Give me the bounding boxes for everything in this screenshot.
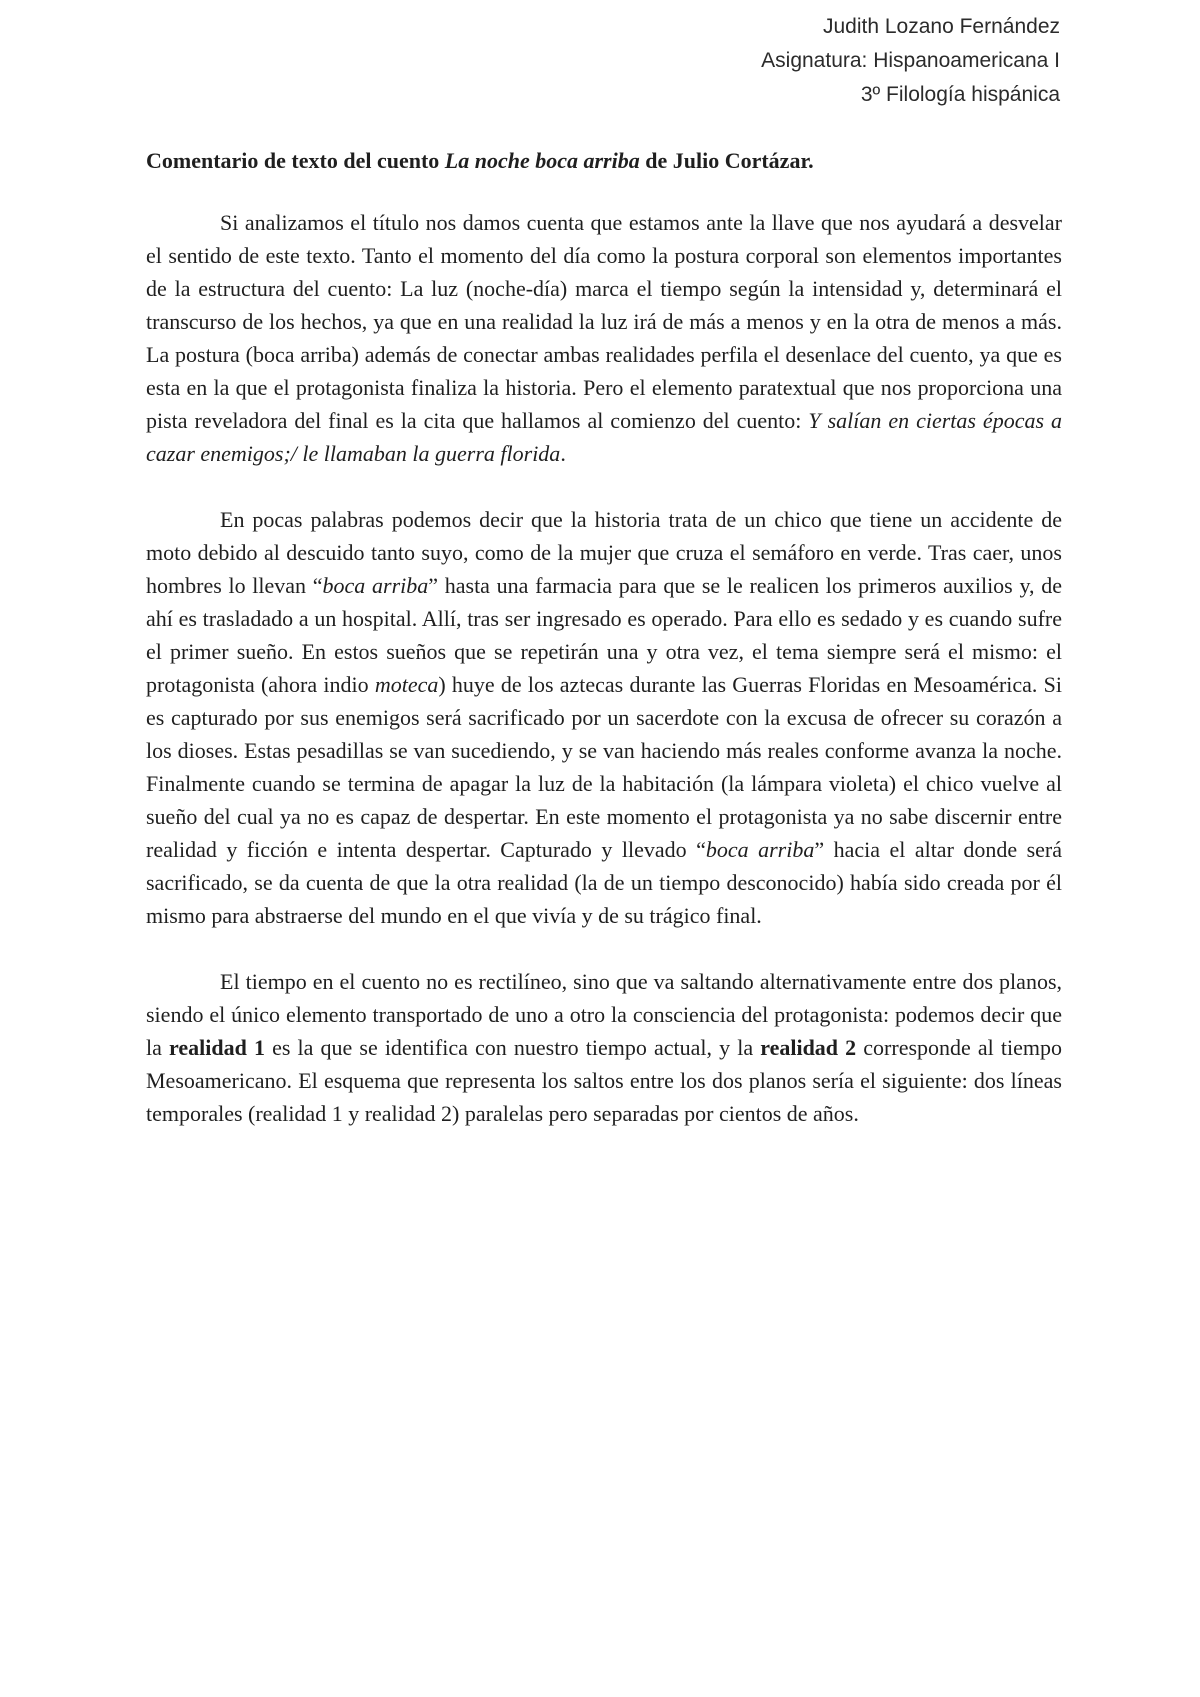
p2-text-d: ” hacia el altar donde será sacrificado, se da cuenta de que la otra realidad (la de un tiempo desconocido) había sido creada por él mismo para abstraerse del mundo en el que vivía y de su trágico final. <box>146 837 1063 928</box>
p3-bold-2: realidad 2 <box>760 1035 857 1060</box>
title-work: La noche boca arriba <box>444 148 640 173</box>
title-suffix: de Julio Cortázar. <box>639 148 814 173</box>
p2-italic-2: moteca <box>374 672 439 697</box>
p2-text-a: En pocas palabras podemos decir que la historia trata de un chico que tiene un accidente de moto debido al descuido tanto suyo, como de la mujer que cruza el semáforo en verde. Tras caer, unos hombres lo llevan “ <box>146 507 1062 598</box>
paragraph-1 <box>146 206 1062 470</box>
p3-text-c: corresponde al tiempo Mesoamericano. El esquema que representa los saltos entre los dos planos sería el siguiente: dos líneas temporales (realidad 1 y realidad 2) paralelas pero separadas por cientos de años. <box>146 1035 1063 1126</box>
p2-text-c: ) huye de los aztecas durante las Guerras Floridas en Mesoamérica. Si es capturado por sus enemigos será sacrificado por un sacerdote con la excusa de ofrecer su corazón a los dioses. Estas pesadillas se van sucediendo, y se van haciendo más reales conforme avanza la noche. Finalmente cuando se termina de apagar la luz de la habitación (la lámpara violeta) el chico vuelve al sueño del cual ya no es capaz de despertar. En este momento el protagonista ya no sabe discernir entre realidad y ficción e intenta despertar. Capturado y llevado “ <box>146 672 1062 862</box>
p2-text-b: ” hasta una farmacia para que se le realicen los primeros auxilios y, de ahí es trasladado a un hospital. Allí, tras ser ingresado es operado. Para ello es sedado y es cuando sufre el primer sueño. En estos sueños que se repetirán una y otra vez, el tema siempre será el mismo: el protagonista (ahora indio <box>146 573 1063 697</box>
p2-italic-3: boca arriba <box>705 837 815 862</box>
paragraph-3 <box>146 965 1062 1130</box>
document-title <box>146 146 1062 176</box>
title-prefix: Comentario de texto del cuento <box>146 148 445 173</box>
p2-italic-1: boca arriba <box>322 573 429 598</box>
p1-quote: Y salían en ciertas épocas a cazar enemigos;/ le llamaban la guerra florida <box>146 408 1062 466</box>
p1-text-a: Si analizamos el título nos damos cuenta que estamos ante la llave que nos ayudará a desvelar el sentido de este texto. Tanto el momento del día como la postura corporal son elementos importantes de la estructura del cuento: La luz (noche-día) marca el tiempo según la intensidad y, determinará el transcurso de los hechos, ya que en una realidad la luz irá de más a menos y en la otra de menos a más. La postura (boca arriba) además de conectar ambas realidades perfila el desenlace del cuento, ya que es esta en la que el protagonista finaliza la historia. Pero el elemento paratextual que nos proporciona una pista reveladora del final es la cita que hallamos al comienzo del cuento: <box>146 210 1062 433</box>
document-body <box>146 146 1062 1163</box>
p3-text-b: es la que se identifica con nuestro tiempo actual, y la <box>264 1035 761 1060</box>
course-line: 3º Filología hispánica <box>860 83 1060 106</box>
p3-text-a: El tiempo en el cuento no es rectilíneo, sino que va saltando alternativamente entre dos planos, siendo el único elemento transportado de uno a otro la consciencia del protagonista: podemos decir que la <box>146 969 1062 1060</box>
p3-bold-1: realidad 1 <box>169 1035 265 1060</box>
page-header <box>761 10 1060 112</box>
paragraph-2 <box>146 503 1062 932</box>
subject-line: Asignatura: Hispanoamericana I <box>761 49 1060 72</box>
author-name: Judith Lozano Fernández <box>823 15 1060 38</box>
p1-text-b: . <box>560 441 566 466</box>
